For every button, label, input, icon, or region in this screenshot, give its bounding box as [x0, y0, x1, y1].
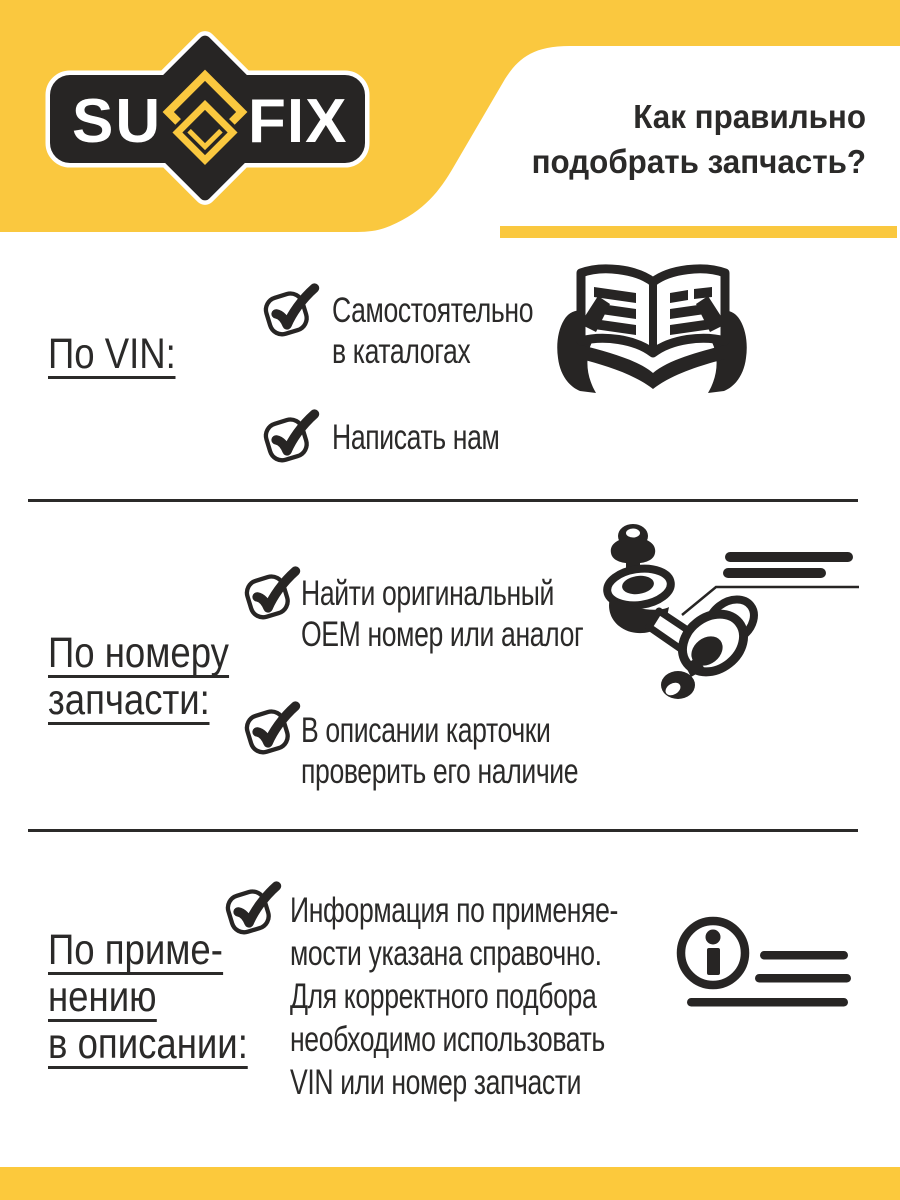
- section-label-line: нению: [48, 973, 157, 1021]
- item-text: [301, 710, 578, 792]
- page-title: [532, 94, 866, 184]
- section-label-line: запчасти:: [48, 676, 210, 724]
- stabilizer-link-icon: [585, 515, 875, 715]
- sufix-logo: [30, 15, 380, 210]
- section-label-vin: [48, 330, 176, 383]
- item-text: [332, 417, 499, 458]
- page-title-line2: подобрать запчасть?: [531, 143, 866, 180]
- checkmark-icon: [262, 408, 320, 464]
- checkmark-icon: [262, 282, 320, 338]
- item-text-line: Самостоятельно: [332, 291, 534, 330]
- item-text-line: Для корректного подбора: [290, 977, 597, 1016]
- checkmark-icon: [224, 880, 282, 936]
- item-text-line: Информация по применяе-: [290, 891, 618, 930]
- logo-text-su: SU: [72, 87, 163, 156]
- item-text-line: VIN или номер запчасти: [290, 1063, 582, 1102]
- item-text: [290, 889, 618, 1104]
- list-item: [224, 880, 722, 1104]
- section-divider: [28, 829, 858, 832]
- section-divider: [28, 499, 858, 502]
- checkmark-icon: [243, 700, 301, 756]
- section-label-line: в описании:: [48, 1020, 248, 1068]
- section-label-part-number: [48, 629, 229, 729]
- page-title-line1: Как правильно: [633, 98, 866, 135]
- info-icon: [668, 898, 858, 1013]
- item-text-line: Найти оригинальный: [301, 574, 554, 613]
- checkmark-icon: [243, 565, 301, 621]
- section-label-application: [48, 926, 248, 1073]
- list-item: [262, 282, 597, 372]
- list-item: [262, 408, 552, 464]
- item-text-line: Написать нам: [332, 418, 500, 457]
- item-text-line: мости указана справочно.: [290, 934, 602, 973]
- section-label-line: По номеру: [48, 629, 229, 677]
- catalog-book-icon: [552, 262, 752, 397]
- item-text-line: В описании карточки: [301, 711, 551, 750]
- item-text-line: в каталогах: [332, 332, 471, 371]
- footer-yellow-bar: [0, 1167, 900, 1200]
- item-text-line: необходимо использовать: [290, 1020, 605, 1059]
- item-text-line: проверить его наличие: [301, 752, 579, 791]
- logo-text-fix: FIX: [248, 87, 348, 156]
- title-underline-bar: [500, 226, 897, 238]
- section-label-line: По VIN:: [48, 330, 176, 378]
- item-text: [301, 573, 583, 655]
- item-text-line: OEM номер или аналог: [301, 615, 584, 654]
- item-text: [332, 290, 533, 372]
- section-label-line: По приме-: [48, 926, 223, 974]
